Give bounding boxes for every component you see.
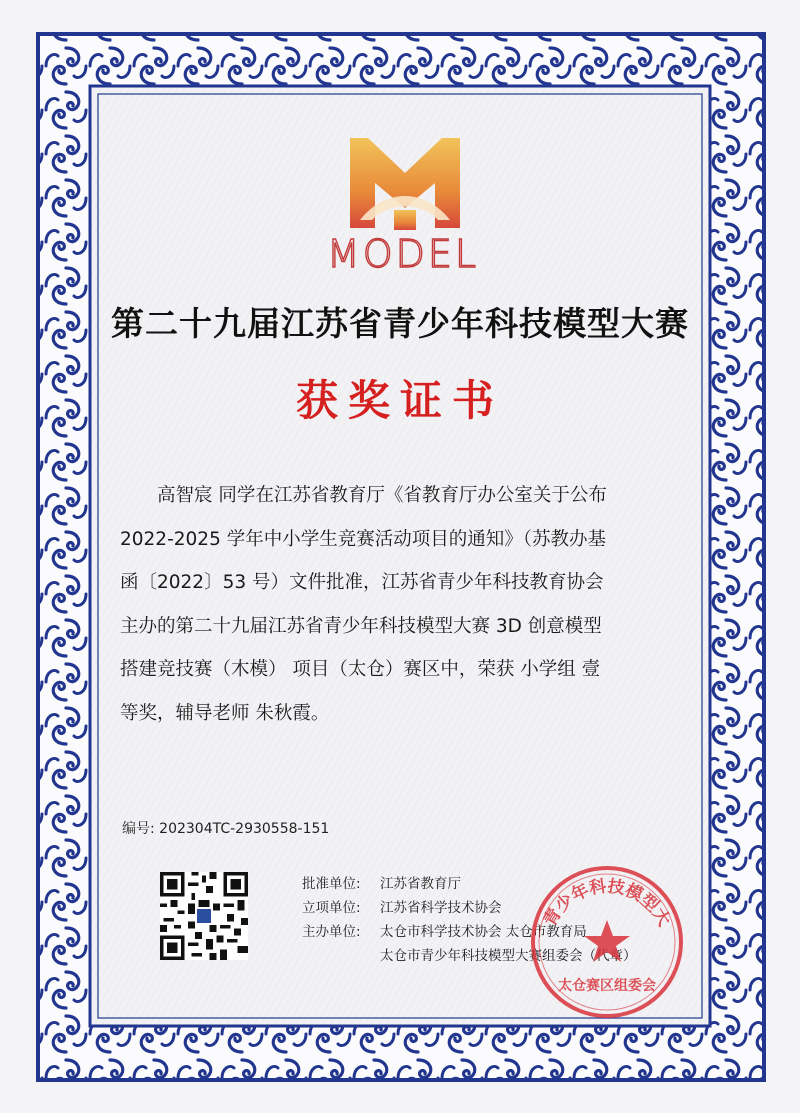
certificate-subtitle: 获奖证书 [295,376,504,425]
serial-label: 编号: [122,821,155,837]
organizer-label: 主办单位: [302,924,361,940]
statement-line: 主办的第二十九届江苏省青少年科技模型大赛 3D 创意模型 [120,615,602,637]
serial-value: 202304TC-2930558-151 [159,821,330,837]
organizer-value: 江苏省科学技术协会 [380,900,502,916]
organizer-value: 太仓市科学技术协会 太仓市教育局 [380,924,587,940]
logo-text: MODEL [326,232,480,276]
seal-bottom-text: 太仓赛区组委会 [558,978,656,994]
statement-line: 搭建竞技赛（木模） 项目（太仓）赛区中，荣获 小学组 壹 [120,659,601,680]
award-statement [120,474,692,735]
statement-line: 高智宸 同学在江苏省教育厅《省教育厅办公室关于公布 [157,485,607,506]
statement-line: 2022-2025 学年中小学生竞赛活动项目的通知》（苏教办基 [120,528,606,550]
organizer-label: 立项单位: [302,900,361,916]
official-seal [527,862,687,1022]
qr-code-icon [160,872,248,960]
organizer-value: 太仓市青少年科技模型大赛组委会（代章） [380,948,637,964]
certificate-title: 第二十九届江苏省青少年科技模型大赛 [111,304,689,343]
statement-line: 函〔2022〕53 号）文件批准，江苏省青少年科技教育协会 [120,572,604,593]
seal-arc-text: 青少年科技模型大 [540,876,674,930]
serial-number [122,818,329,838]
organizer-project [302,896,502,916]
organizer-value: 江苏省教育厅 [380,876,461,892]
organizer-approval [302,872,461,892]
statement-line: 等奖，辅导老师 朱秋霞。 [120,702,330,724]
organizer-label: 批准单位: [302,876,361,892]
